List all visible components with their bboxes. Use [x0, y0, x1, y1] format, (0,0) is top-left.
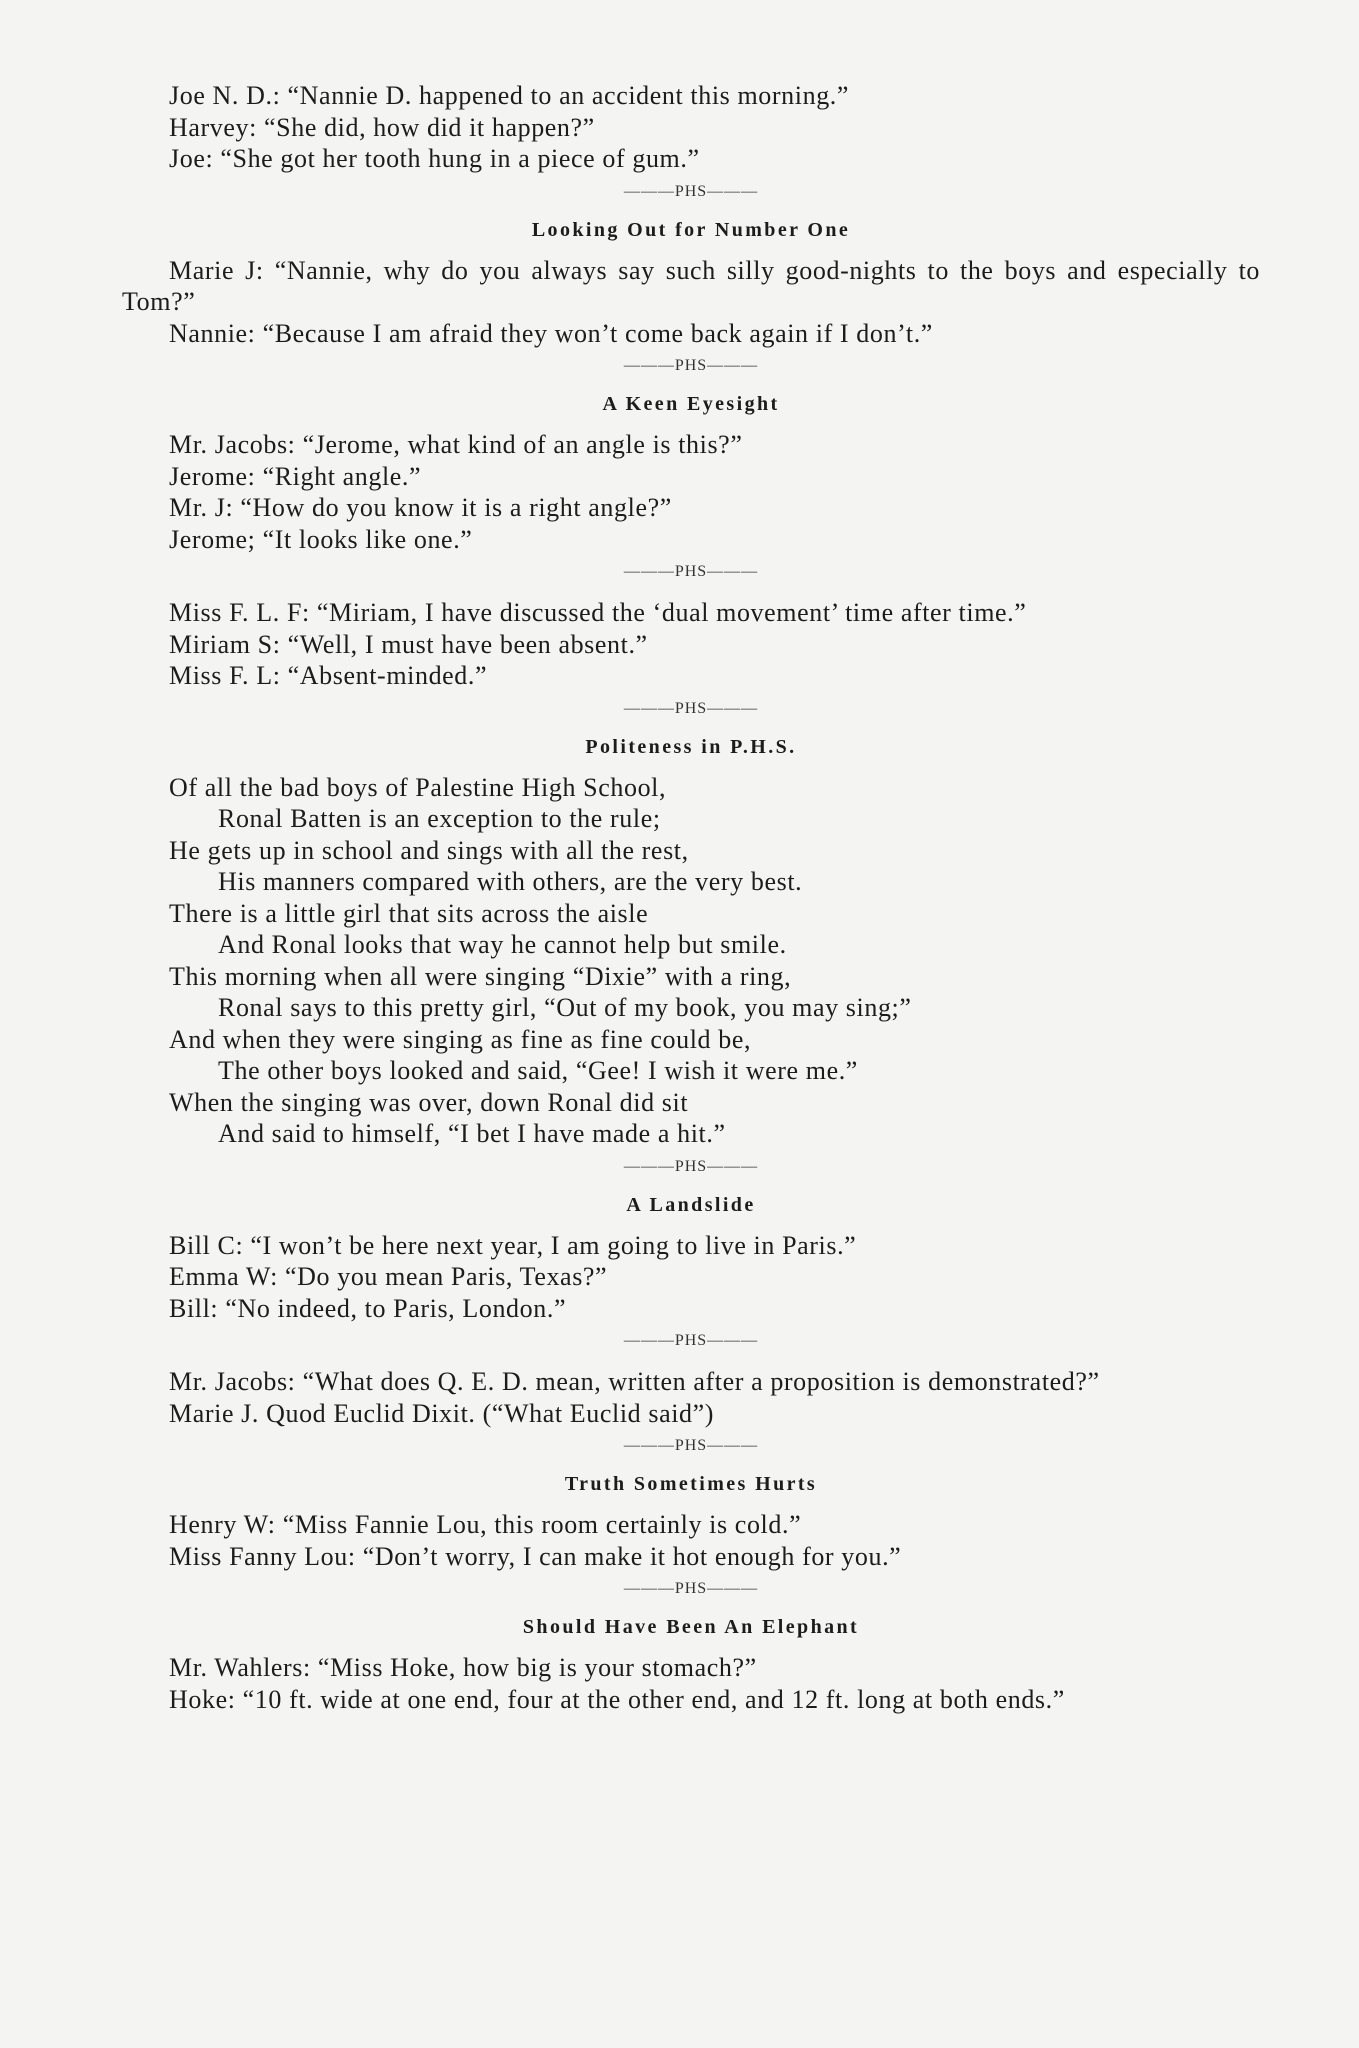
- joke-line: Mr. Jacobs: “What does Q. E. D. mean, written after a proposition is demonstrated?”: [169, 1367, 1100, 1396]
- joke-line: Marie J. Quod Euclid Dixit. (“What Euclid said”): [169, 1398, 715, 1428]
- joke-line: Miss Fanny Lou: “Don’t worry, I can make it hot enough for you.”: [169, 1541, 902, 1571]
- joke-line: Emma W: “Do you mean Paris, Texas?”: [169, 1262, 608, 1291]
- poem-line: This morning when all were singing “Dixie” with a ring,: [169, 961, 792, 991]
- joke-line: Mr. J: “How do you know it is a right angle?”: [169, 493, 672, 522]
- phs-divider: ———PHS———: [623, 1580, 759, 1597]
- phs-divider: ———PHS———: [623, 1332, 759, 1349]
- joke-landslide: [122, 1192, 1260, 1325]
- poem-line: And Ronal looks that way he cannot help but smile.: [218, 930, 787, 959]
- phs-divider: ———PHS———: [623, 182, 759, 200]
- section-title: A Landslide: [626, 1193, 756, 1216]
- joke-line: Hoke: “10 ft. wide at one end, four at the other end, and 12 ft. long at both ends.”: [169, 1684, 1065, 1714]
- poem-line: And said to himself, “I bet I have made a hit.”: [218, 1119, 726, 1148]
- section-title: A Keen Eyesight: [602, 393, 780, 415]
- section-title: Politeness in P.H.S.: [585, 735, 797, 758]
- joke-elephant: [122, 1614, 1260, 1715]
- joke-line: Harvey: “She did, how did it happen?”: [169, 112, 595, 142]
- joke-qed: [122, 1366, 1260, 1429]
- joke-line: Bill: “No indeed, to Paris, London.”: [169, 1293, 567, 1323]
- poem-politeness: [122, 734, 1260, 1150]
- joke-line: Marie J: “Nannie, why do you always say such silly good-nights to the boys and especially to Tom?”: [122, 255, 1260, 316]
- joke-line: Miss F. L: “Absent-minded.”: [169, 661, 488, 690]
- joke-line: Miss F. L. F: “Miriam, I have discussed the ‘dual movement’ time after time.”: [169, 598, 1027, 627]
- joke-line: Nannie: “Because I am afraid they won’t come back again if I don’t.”: [169, 318, 933, 348]
- joke-keen-eyesight: [122, 391, 1260, 555]
- joke-accident: [122, 80, 1260, 175]
- phs-divider: ———PHS———: [623, 357, 759, 374]
- joke-line: Mr. Jacobs: “Jerome, what kind of an angle is this?”: [169, 430, 743, 459]
- joke-number-one: [122, 217, 1260, 350]
- poem-line: There is a little girl that sits across the aisle: [169, 898, 649, 928]
- phs-divider: ———PHS———: [623, 699, 759, 717]
- poem-line: Ronal Batten is an exception to the rule;: [218, 804, 661, 833]
- joke-line: Bill C: “I won’t be here next year, I am going to live in Paris.”: [169, 1230, 857, 1260]
- phs-divider: ———PHS———: [623, 1437, 759, 1454]
- section-title: Truth Sometimes Hurts: [564, 1473, 818, 1495]
- joke-dual-movement: [122, 597, 1260, 692]
- joke-truth-hurts: [122, 1471, 1260, 1572]
- section-title: Looking Out for Number One: [531, 218, 851, 241]
- joke-line: Joe: “She got her tooth hung in a piece of gum.”: [169, 144, 700, 173]
- poem-line: His manners compared with others, are the very best.: [218, 867, 803, 896]
- section-title: Should Have Been An Elephant: [522, 1616, 860, 1638]
- joke-line: Jerome: “Right angle.”: [169, 461, 422, 491]
- phs-divider: ———PHS———: [623, 563, 759, 580]
- phs-divider: ———PHS———: [623, 1157, 759, 1175]
- poem-line: Of all the bad boys of Palestine High School,: [169, 772, 667, 802]
- joke-line: Mr. Wahlers: “Miss Hoke, how big is your stomach?”: [169, 1653, 757, 1682]
- joke-line: Jerome; “It looks like one.”: [169, 524, 473, 554]
- poem-line: He gets up in school and sings with all the rest,: [169, 835, 689, 865]
- joke-line: Miriam S: “Well, I must have been absent.”: [169, 629, 648, 659]
- poem-line: When the singing was over, down Ronal did sit: [169, 1087, 689, 1117]
- joke-line: Joe N. D.: “Nannie D. happened to an accident this morning.”: [169, 81, 850, 110]
- page-content: [122, 80, 1260, 1715]
- poem-line: The other boys looked and said, “Gee! I wish it were me.”: [218, 1056, 858, 1085]
- joke-line: Henry W: “Miss Fannie Lou, this room certainly is cold.”: [169, 1510, 802, 1539]
- poem-line: Ronal says to this pretty girl, “Out of my book, you may sing;”: [218, 993, 912, 1022]
- poem-line: And when they were singing as fine as fine could be,: [169, 1024, 752, 1054]
